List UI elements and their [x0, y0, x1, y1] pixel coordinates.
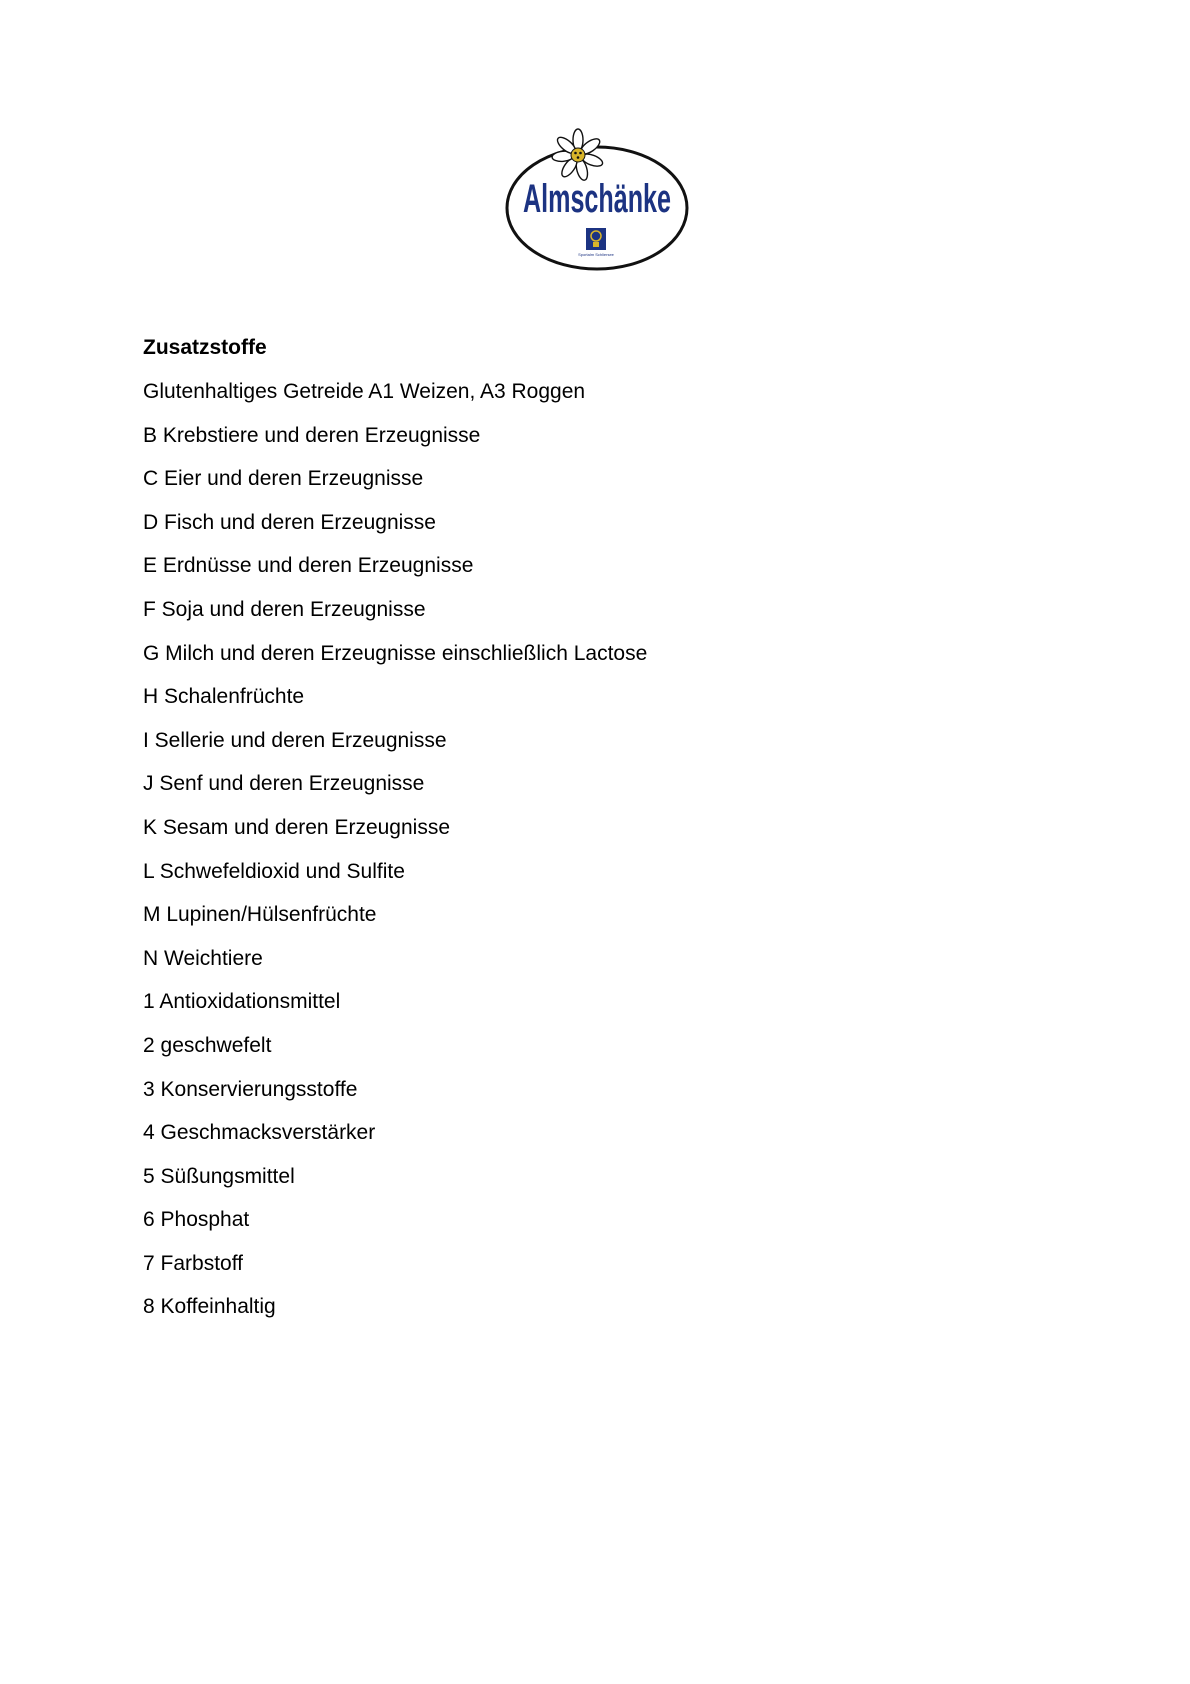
logo-graphic [500, 128, 695, 278]
list-item: L Schwefeldioxid und Sulfite [143, 859, 405, 883]
list-item: 8 Koffeinhaltig [143, 1295, 276, 1319]
list-item: C Eier und deren Erzeugnisse [143, 467, 424, 491]
list-item: M Lupinen/Hülsenfrüchte [143, 903, 377, 927]
list-item: 2 geschwefelt [143, 1033, 272, 1057]
list-item: 7 Farbstoff [143, 1251, 243, 1275]
list-item: K Sesam und deren Erzeugnisse [143, 815, 451, 839]
list-item: G Milch und deren Erzeugnisse einschließlich Lactose [143, 641, 648, 665]
almschaenke-logo [500, 128, 695, 278]
list-item: N Weichtiere [143, 946, 263, 970]
page-title: Zusatzstoffe [143, 336, 267, 359]
list-item: 6 Phosphat [143, 1208, 250, 1232]
logo-wordmark: Almschänke [523, 177, 671, 221]
additives-section [143, 336, 1043, 1339]
list-item: 4 Geschmacksverstärker [143, 1121, 376, 1145]
list-item: 3 Konservierungsstoffe [143, 1077, 358, 1101]
list-item: 1 Antioxidationsmittel [143, 990, 341, 1014]
list-item: H Schalenfrüchte [143, 685, 305, 709]
list-item: J Senf und deren Erzeugnisse [143, 772, 425, 796]
badge-text: Sportalm Schliersee [578, 252, 614, 257]
list-item: D Fisch und deren Erzeugnisse [143, 510, 436, 534]
list-item: 5 Süßungsmittel [143, 1164, 295, 1188]
list-item: Glutenhaltiges Getreide A1 Weizen, A3 Roggen [143, 380, 586, 403]
list-item: F Soja und deren Erzeugnisse [143, 597, 426, 621]
list-item: E Erdnüsse und deren Erzeugnisse [143, 554, 474, 578]
list-item: I Sellerie und deren Erzeugnisse [143, 728, 447, 752]
list-item: B Krebstiere und deren Erzeugnisse [143, 423, 481, 447]
additives-list [143, 380, 1043, 1319]
